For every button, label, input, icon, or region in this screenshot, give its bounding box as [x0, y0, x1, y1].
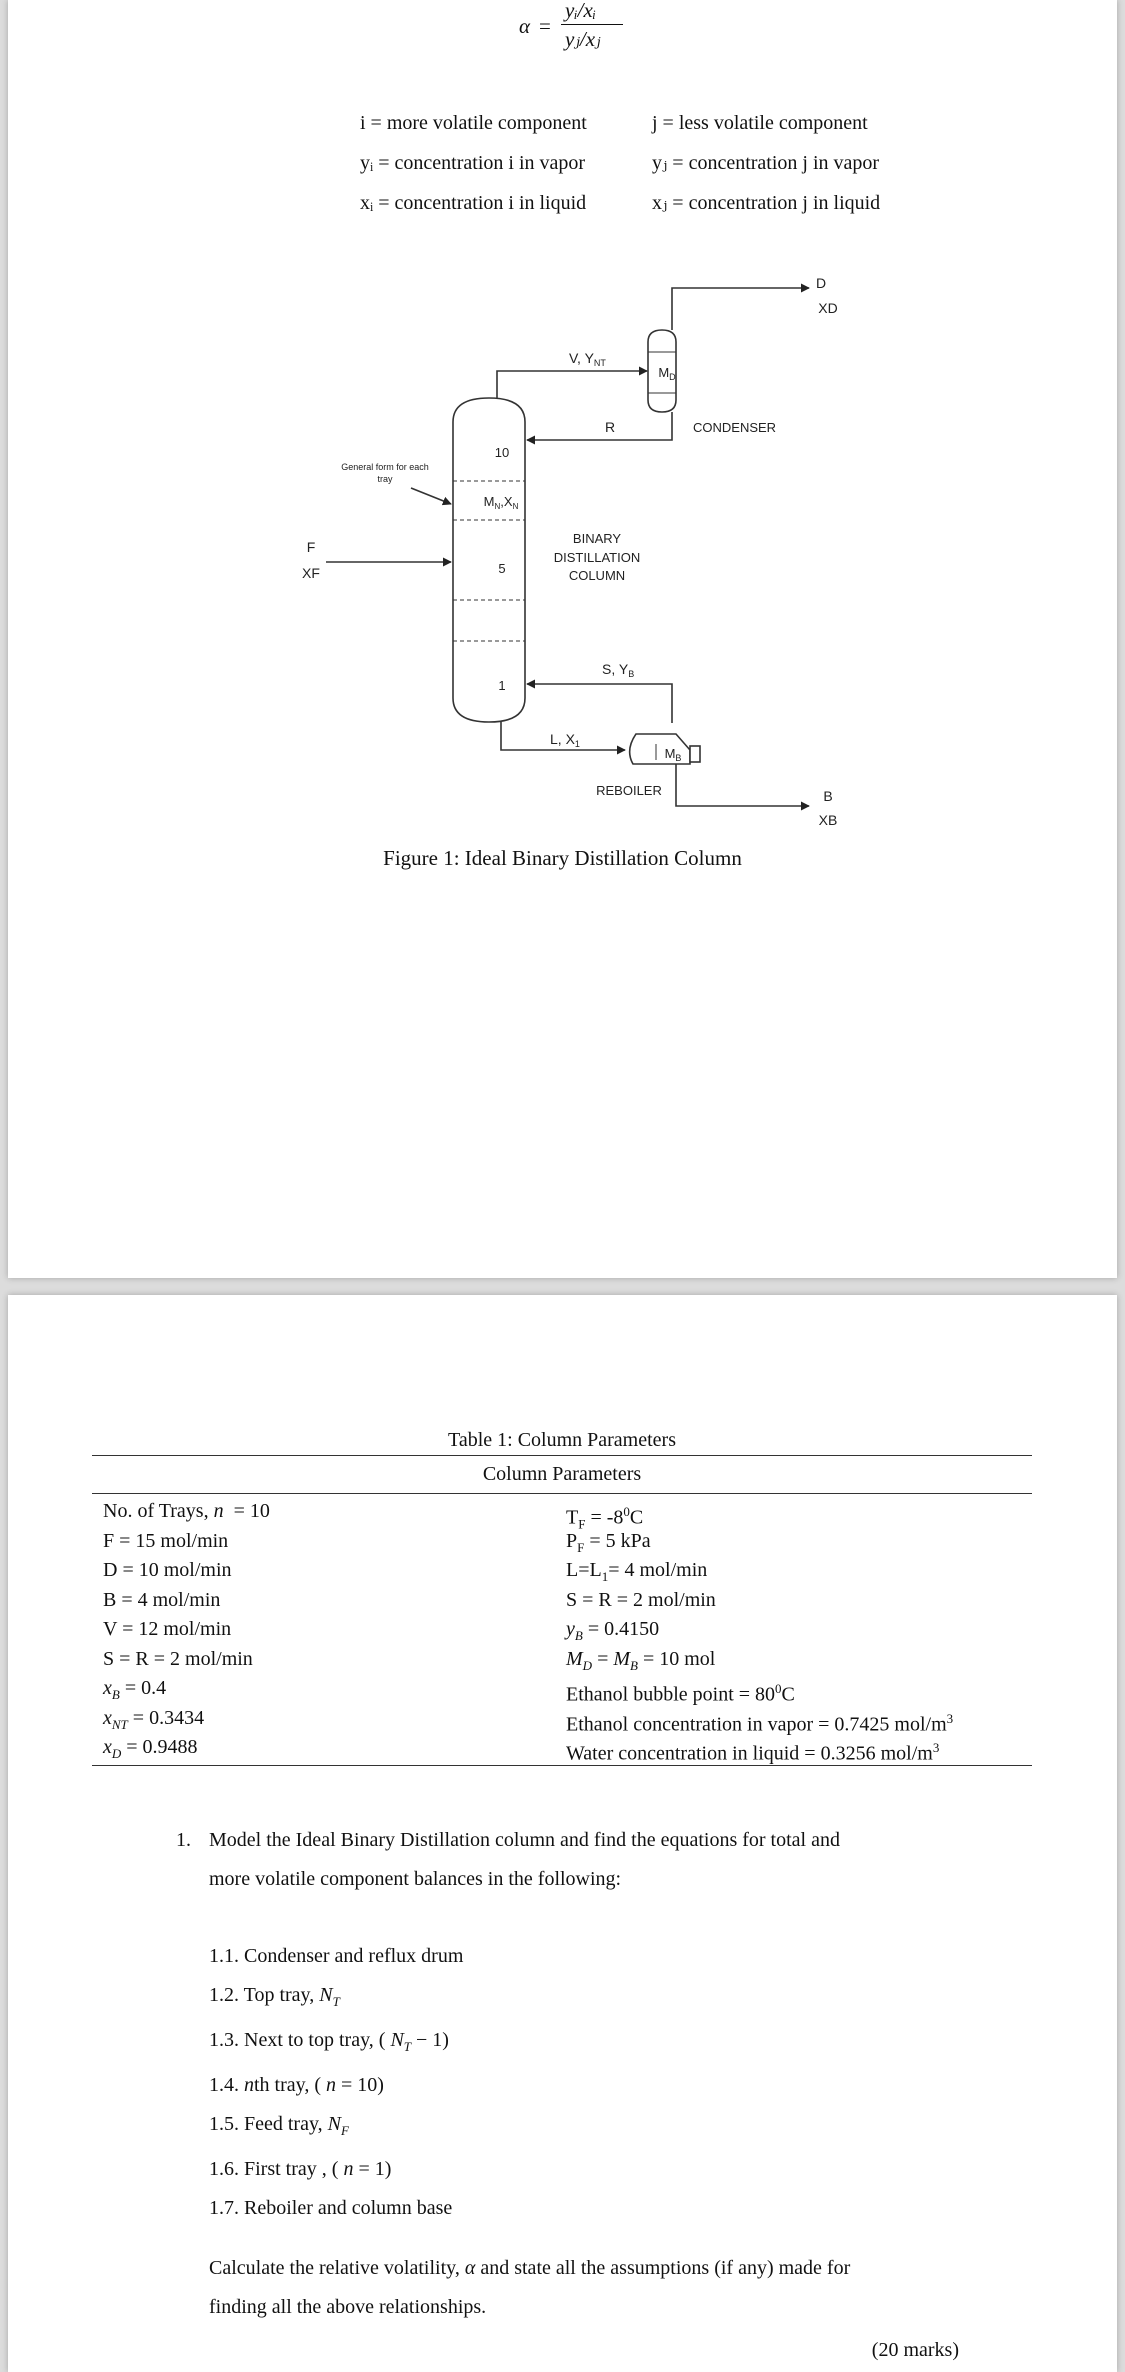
vapor-overhead-line: [497, 371, 647, 398]
table-caption: Table 1: Column Parameters: [448, 1429, 676, 1451]
list-item: 1.6. First tray , ( n = 1): [209, 2158, 392, 2180]
table-row: [92, 1556, 1032, 1586]
reboiler-holdup-label: $M_B$: [664, 746, 682, 763]
formula-denominator: yⱼ/xⱼ: [565, 27, 601, 51]
table-cell: Ethanol bubble point = $80^0C$: [566, 1681, 795, 1706]
definition-left: yᵢ = concentration i in vapor: [360, 152, 586, 174]
question-closing-line: Calculate the relative volatility, α and state all the assumptions (if any) made for: [209, 2257, 851, 2279]
column-label: DISTILLATION: [553, 550, 641, 565]
general-form-arrow: [411, 488, 451, 504]
formula-equals: =: [539, 14, 551, 38]
table-row: [92, 1704, 1032, 1734]
page-1: [8, 0, 1117, 1278]
column-label: BINARY: [572, 531, 622, 546]
question-intro-line: more volatile component balances in the following:: [209, 1868, 622, 1890]
feed-tray-label: 5: [498, 561, 506, 576]
reflux-line: [527, 412, 672, 440]
table-cell: $x_B = 0.4$: [103, 1677, 167, 1702]
table-cell: V = 12 mol/min: [103, 1618, 232, 1640]
reflux-label: R: [604, 419, 616, 435]
question-number: 1.: [176, 1829, 191, 1851]
vapor-stream-label: V, $Y_{NT}$: [569, 350, 606, 368]
table-cell: $y_B = 0.4150$: [566, 1618, 660, 1643]
formula-numerator: yᵢ/xᵢ: [565, 0, 597, 22]
general-form-label: tray: [377, 474, 393, 484]
table-cell: $T_F = -8^0C$: [566, 1504, 644, 1532]
bottoms-line: [676, 764, 809, 806]
question-closing-line: finding all the above relationships.: [209, 2296, 487, 2318]
table-cell: Ethanol concentration in vapor = 0.7425 mol/$m^3$: [566, 1710, 954, 1736]
figure-caption: Figure 1: Ideal Binary Distillation Column: [383, 846, 742, 870]
reboiler-vapor-line: [527, 684, 672, 723]
table-cell: B = 4 mol/min: [103, 1588, 221, 1611]
reboiler-vapor-label: S, $Y_B$: [602, 661, 635, 679]
definition-left: i = more volatile component: [360, 112, 587, 134]
marks-label: (20 marks): [871, 2339, 959, 2361]
table-cell: S = R = 2 mol/min: [103, 1647, 253, 1670]
table-cell: $L=L_1= 4$ mol/min: [566, 1559, 708, 1584]
table-cell: S = R = 2 mol/min: [566, 1588, 716, 1611]
formula-alpha: α: [519, 14, 531, 38]
table-cell: Water concentration in liquid = 0.3256 mol/$m^3$: [566, 1740, 940, 1765]
reboiler-label: REBOILER: [596, 783, 662, 798]
table-row: [92, 1615, 1032, 1645]
table-row: [92, 1674, 1032, 1704]
column-parameters-table: [92, 1425, 1032, 1766]
list-item: 1.4. nth tray, ( n = 10): [209, 2074, 384, 2096]
question-items: [209, 1937, 909, 2228]
bottoms-comp-label: XB: [818, 812, 838, 828]
list-item: 1.3. Next to top tray, ( $N_T - 1$): [209, 2029, 449, 2054]
page-2: [8, 1295, 1117, 2372]
bottoms-label: B: [823, 788, 833, 804]
question-closing: [209, 2249, 1009, 2327]
feed-label: F: [306, 539, 316, 555]
list-item: 1.7. Reboiler and column base: [209, 2197, 453, 2219]
table-cell: $M_D = M_B = 10$ mol: [566, 1647, 716, 1673]
question-intro: [209, 1821, 969, 1899]
table-row: [92, 1497, 1032, 1532]
distillation-column-diagram: [8, 0, 1117, 860]
distillate-comp-label: XD: [818, 300, 838, 316]
distillate-label: D: [815, 275, 827, 291]
definition-right: yⱼ = concentration j in vapor: [652, 152, 880, 174]
condenser-label: CONDENSER: [693, 420, 777, 435]
feed-comp-label: XF: [302, 565, 320, 581]
column-shell: [453, 398, 525, 722]
top-tray-label: 10: [494, 445, 510, 460]
table-cell: No. of Trays, n = 10: [103, 1500, 270, 1522]
bottom-tray-label: 1: [498, 678, 506, 693]
table-row: [92, 1733, 1032, 1763]
table-cell: F = 15 mol/min: [103, 1529, 229, 1552]
question-intro-line: Model the Ideal Binary Distillation column and find the equations for total and: [209, 1829, 840, 1851]
definition-left: xᵢ = concentration i in liquid: [360, 192, 587, 214]
table-row: [92, 1527, 1032, 1557]
table-header: Column Parameters: [92, 1455, 1032, 1494]
table-body: [92, 1494, 1032, 1766]
column-label: COLUMN: [568, 568, 626, 583]
definition-right: j = less volatile component: [652, 112, 868, 134]
table-cell: $x_{NT} = 0.3434$: [103, 1706, 205, 1732]
list-item: 1.5. Feed tray, $N_F$: [209, 2113, 349, 2138]
general-form-label: General form for each: [341, 462, 429, 472]
table-row: [92, 1586, 1032, 1616]
definition-right: xⱼ = concentration j in liquid: [652, 192, 881, 214]
condenser-holdup-label: $M_D$: [658, 365, 676, 382]
list-item: 1.2. Top tray, $N_T$: [209, 1984, 340, 2009]
tray-n-label: $M_N,X_N$: [483, 494, 519, 511]
liquid-stream-label: L, $X_1$: [550, 731, 580, 749]
table-cell: D = 10 mol/min: [103, 1559, 232, 1581]
table-cell: $x_D = 0.9488$: [103, 1736, 198, 1761]
table-row: [92, 1645, 1032, 1675]
list-item: 1.1. Condenser and reflux drum: [209, 1945, 464, 1967]
distillate-line: [672, 288, 809, 330]
table-cell: $P_F = 5$ kPa: [566, 1529, 651, 1555]
